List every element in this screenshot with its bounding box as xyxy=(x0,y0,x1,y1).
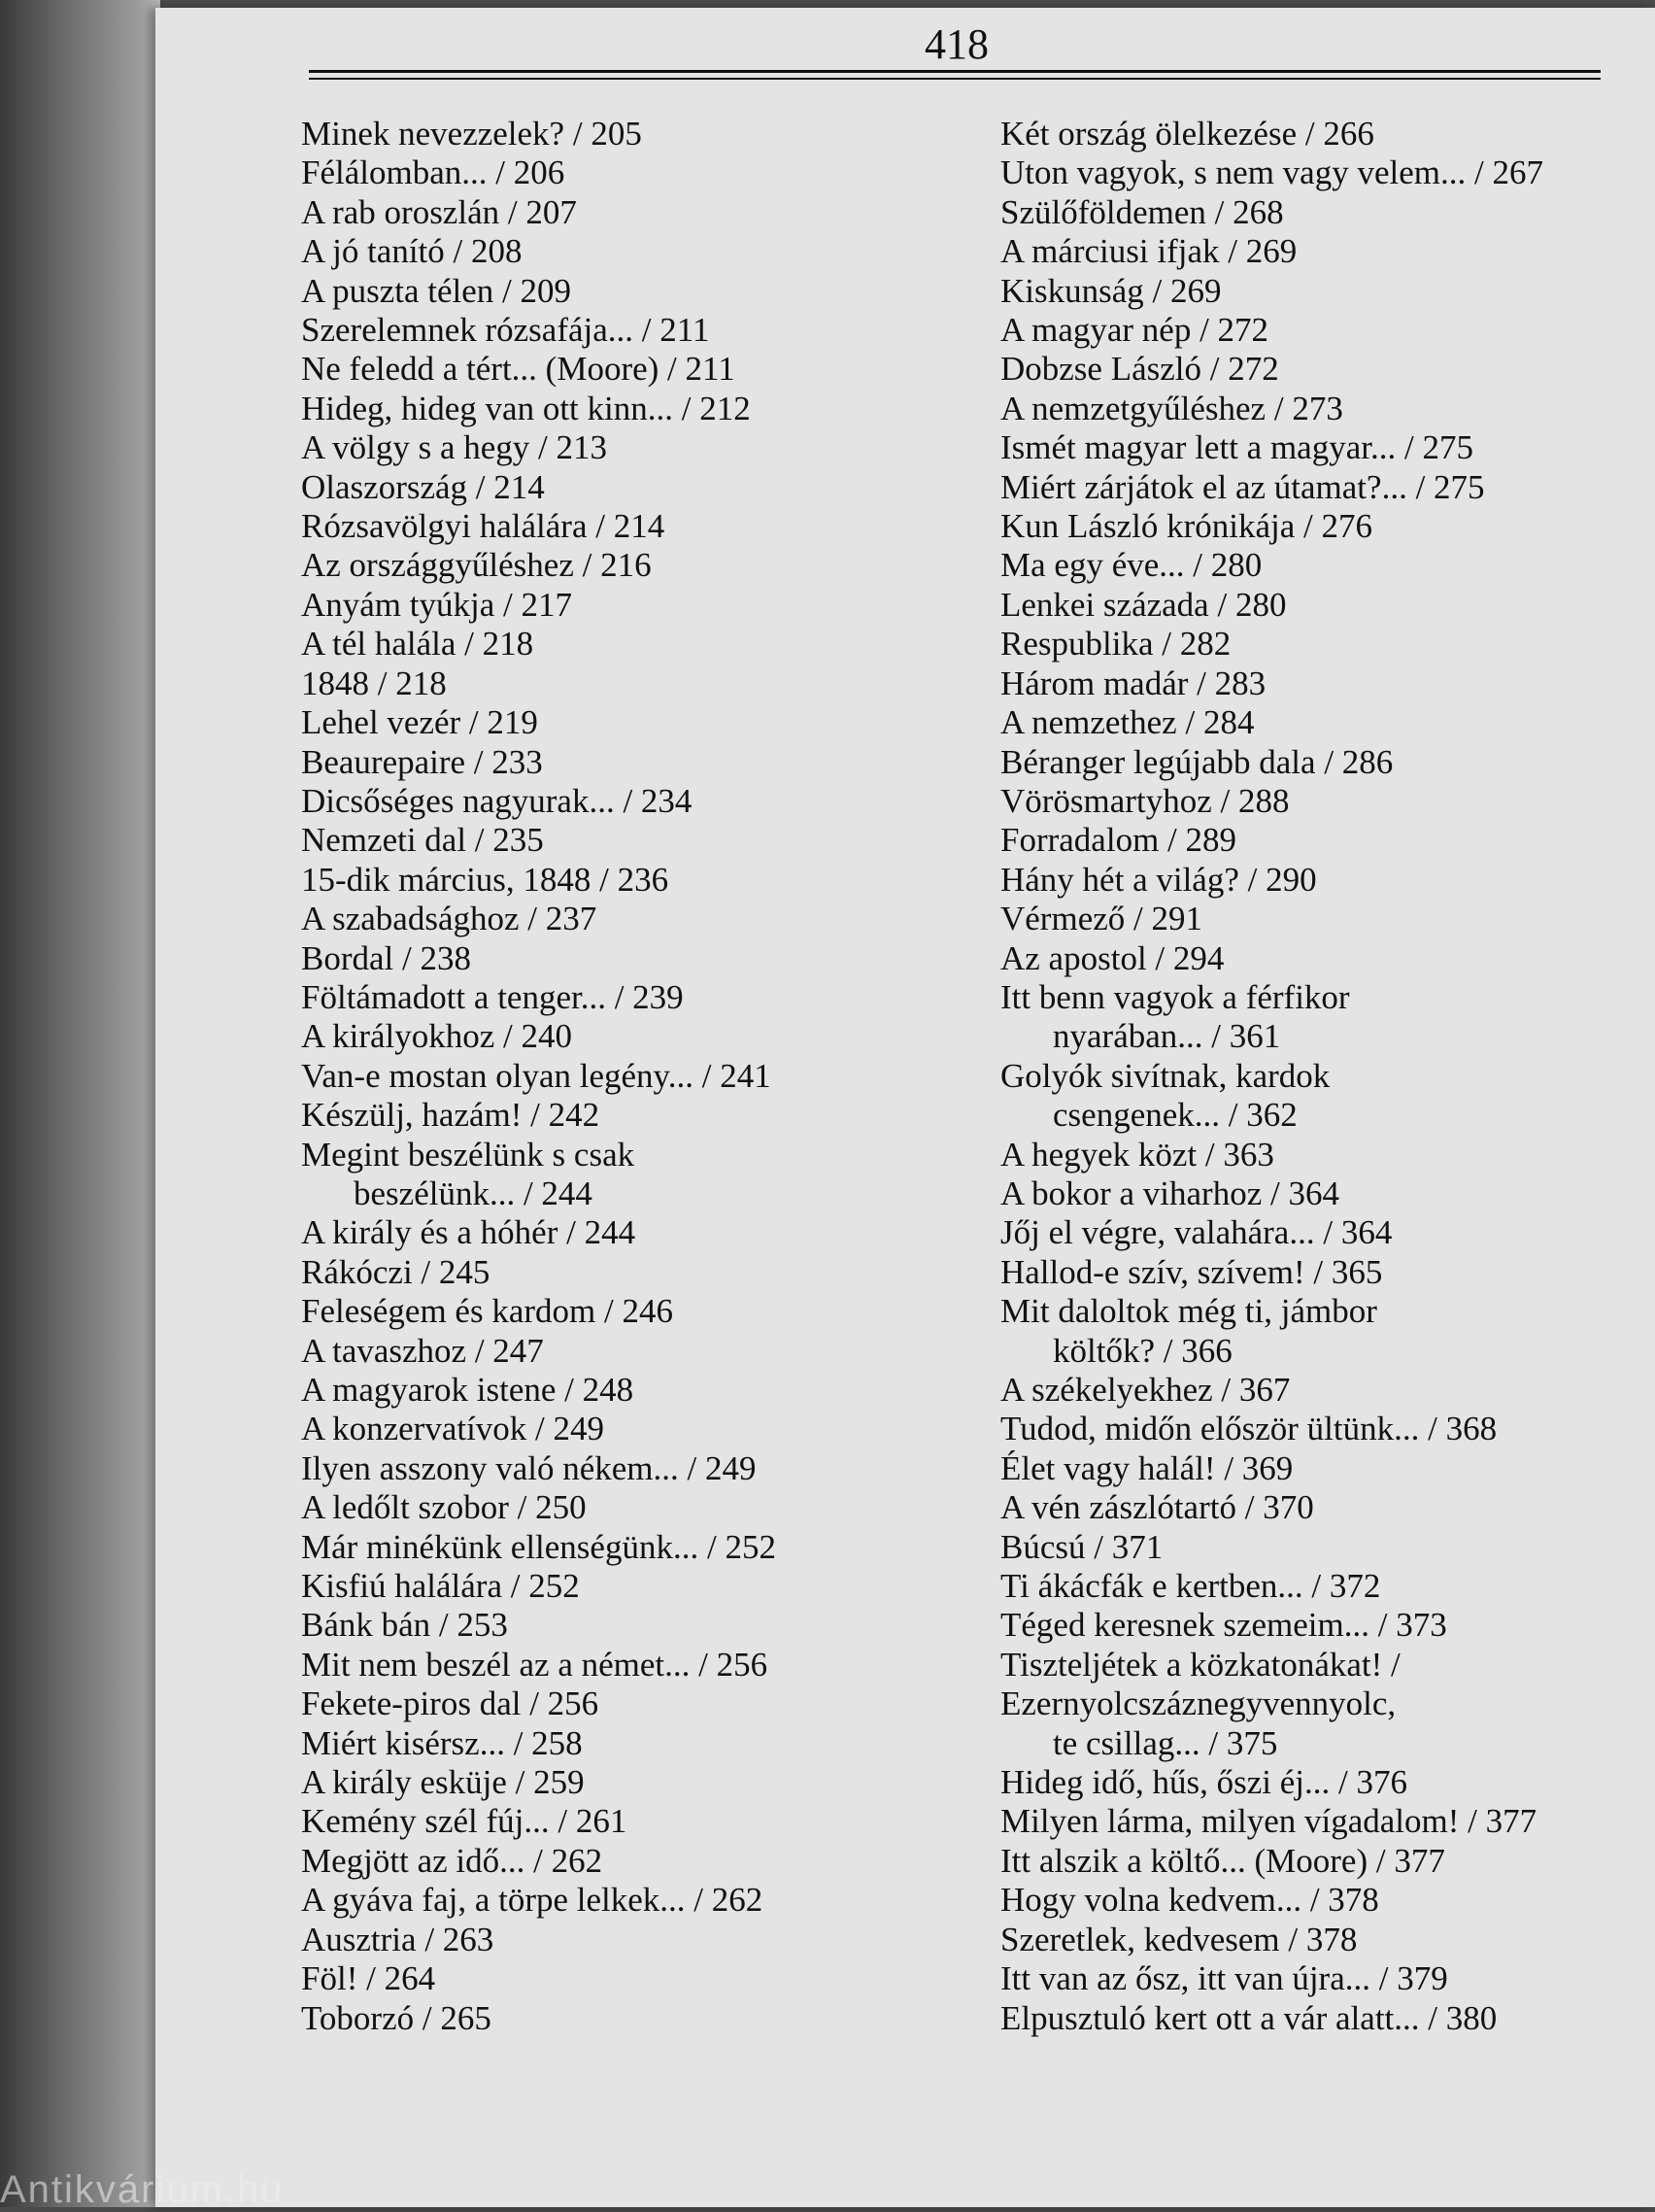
toc-entry: Mit daloltok még ti, jámbor xyxy=(1000,1292,1377,1331)
toc-entry: Szülőföldemen / 268 xyxy=(1000,192,1284,231)
toc-entry: A tavaszhoz / 247 xyxy=(301,1331,544,1370)
toc-entry: Beaurepaire / 233 xyxy=(301,742,543,781)
toc-entry: Hány hét a világ? / 290 xyxy=(1000,860,1317,899)
toc-entry: A hegyek közt / 363 xyxy=(1000,1135,1274,1174)
toc-entry: Kisfiú halálára / 252 xyxy=(301,1567,580,1606)
toc-entry: Béranger legújabb dala / 286 xyxy=(1000,742,1394,781)
toc-entry: Hideg, hideg van ott kinn... / 212 xyxy=(301,389,751,427)
toc-entry: Toborzó / 265 xyxy=(301,1998,491,2037)
toc-entry: Hogy volna kedvem... / 378 xyxy=(1000,1881,1379,1920)
toc-entry: 1848 / 218 xyxy=(301,664,447,702)
toc-entry: A jó tanító / 208 xyxy=(301,232,523,271)
header-rule-thin xyxy=(309,78,1601,80)
toc-entry: A völgy s a hegy / 213 xyxy=(301,428,607,467)
toc-entry: Kiskunság / 269 xyxy=(1000,271,1222,310)
toc-entry: 15-dik március, 1848 / 236 xyxy=(301,860,669,899)
toc-entry: Hallod-e szív, szívem! / 365 xyxy=(1000,1252,1383,1291)
toc-entry: Lenkei százada / 280 xyxy=(1000,585,1287,624)
toc-entry: Hideg idő, hűs, őszi éj... / 376 xyxy=(1000,1763,1407,1802)
toc-entry: A magyar nép / 272 xyxy=(1000,311,1269,350)
toc-entry: Az országgyűléshez / 216 xyxy=(301,546,652,585)
toc-entry: Ismét magyar lett a magyar... / 275 xyxy=(1000,428,1473,467)
toc-entry: Rózsavölgyi halálára / 214 xyxy=(301,507,665,546)
toc-entry: Ezernyolcszáznegyvennyolc, xyxy=(1000,1685,1397,1723)
toc-column-right xyxy=(1000,115,1622,2038)
toc-entry: Élet vagy halál! / 369 xyxy=(1000,1448,1294,1487)
toc-entry: A király és a hóhér / 244 xyxy=(301,1213,636,1252)
toc-entry: Félálomban... / 206 xyxy=(301,153,565,192)
toc-entry: Elpusztuló kert ott a vár alatt... / 380 xyxy=(1000,1998,1498,2037)
toc-entry: A tél halála / 218 xyxy=(301,625,534,664)
toc-entry: A bokor a viharhoz / 364 xyxy=(1000,1174,1339,1212)
toc-entry: Vörösmartyhoz / 288 xyxy=(1000,781,1290,820)
watermark: Antikvárium.hu xyxy=(0,2168,285,2211)
toc-entry-continuation: költők? / 366 xyxy=(1053,1331,1233,1370)
toc-entry: A király esküje / 259 xyxy=(301,1763,585,1802)
toc-entry: Szerelemnek rózsafája... / 211 xyxy=(301,311,710,350)
toc-entry: Megint beszélünk s csak xyxy=(301,1135,635,1174)
toc-entry: Kun László krónikája / 276 xyxy=(1000,507,1372,546)
toc-entry: Ma egy éve... / 280 xyxy=(1000,546,1263,585)
toc-entry: Forradalom / 289 xyxy=(1000,821,1237,860)
toc-entry: Minek nevezzelek? / 205 xyxy=(301,115,642,153)
toc-entry: A nemzethez / 284 xyxy=(1000,703,1255,742)
toc-entry: Miért kisérsz... / 258 xyxy=(301,1723,583,1762)
toc-entry: Vérmező / 291 xyxy=(1000,900,1202,938)
toc-entry: Tiszteljétek a közkatonákat! / xyxy=(1000,1645,1401,1684)
toc-entry-continuation: beszélünk... / 244 xyxy=(354,1174,592,1212)
toc-entry: Téged keresnek szemeim... / 373 xyxy=(1000,1606,1447,1645)
toc-entry: Megjött az idő... / 262 xyxy=(301,1841,603,1880)
toc-entry: Jőj el végre, valahára... / 364 xyxy=(1000,1213,1393,1252)
toc-entry: A ledőlt szobor / 250 xyxy=(301,1488,587,1527)
toc-entry: Uton vagyok, s nem vagy velem... / 267 xyxy=(1000,153,1543,192)
toc-entry: Fekete-piros dal / 256 xyxy=(301,1685,599,1723)
toc-entry: Golyók sivítnak, kardok xyxy=(1000,1056,1331,1095)
toc-entry: Nemzeti dal / 235 xyxy=(301,821,544,860)
toc-entry: A magyarok istene / 248 xyxy=(301,1371,634,1409)
toc-entry: A konzervatívok / 249 xyxy=(301,1410,605,1448)
toc-entry: Ne feledd a tért... (Moore) / 211 xyxy=(301,350,735,389)
page-number: 418 xyxy=(925,20,989,68)
toc-entry: A gyáva faj, a törpe lelkek... / 262 xyxy=(301,1881,763,1920)
toc-entry: A székelyekhez / 367 xyxy=(1000,1371,1291,1409)
toc-entry: Itt van az ősz, itt van újra... / 379 xyxy=(1000,1959,1448,1998)
toc-entry: Milyen lárma, milyen vígadalom! / 377 xyxy=(1000,1802,1537,1841)
toc-entry: Feleségem és kardom / 246 xyxy=(301,1292,673,1331)
toc-entry: Itt benn vagyok a férfikor xyxy=(1000,977,1350,1016)
toc-entry: Két ország ölelkezése / 266 xyxy=(1000,115,1374,153)
toc-entry: Respublika / 282 xyxy=(1000,625,1232,664)
toc-entry: A nemzetgyűléshez / 273 xyxy=(1000,389,1343,427)
toc-entry: A puszta télen / 209 xyxy=(301,271,572,310)
toc-entry: Már minékünk ellenségünk... / 252 xyxy=(301,1527,776,1566)
toc-entry: Búcsú / 371 xyxy=(1000,1527,1164,1566)
toc-entry: A királyokhoz / 240 xyxy=(301,1017,572,1056)
toc-entry-continuation: nyarában... / 361 xyxy=(1053,1017,1281,1056)
toc-entry: Kemény szél fúj... / 261 xyxy=(301,1802,627,1841)
toc-entry-continuation: te csillag... / 375 xyxy=(1053,1723,1278,1762)
toc-entry: Föl! / 264 xyxy=(301,1959,436,1998)
toc-entry: Szeretlek, kedvesem / 378 xyxy=(1000,1920,1358,1958)
toc-entry: Miért zárjátok el az útamat?... / 275 xyxy=(1000,467,1485,506)
toc-entry: Tudod, midőn először ültünk... / 368 xyxy=(1000,1410,1498,1448)
toc-entry: Ausztria / 263 xyxy=(301,1920,494,1958)
toc-entry: Három madár / 283 xyxy=(1000,664,1267,702)
toc-entry: Bánk bán / 253 xyxy=(301,1606,508,1645)
toc-entry: A rab oroszlán / 207 xyxy=(301,192,577,231)
toc-entry-continuation: csengenek... / 362 xyxy=(1053,1096,1298,1135)
toc-entry: Készülj, hazám! / 242 xyxy=(301,1096,600,1135)
toc-column-left xyxy=(301,115,981,2038)
toc-entry: Mit nem beszél az a német... / 256 xyxy=(301,1645,768,1684)
toc-entry: Az apostol / 294 xyxy=(1000,938,1225,977)
toc-entry: Olaszország / 214 xyxy=(301,467,545,506)
toc-entry: Ilyen asszony való nékem... / 249 xyxy=(301,1448,757,1487)
toc-entry: Dobzse László / 272 xyxy=(1000,350,1279,389)
toc-entry: Dicsőséges nagyurak... / 234 xyxy=(301,781,692,820)
toc-entry: Anyám tyúkja / 217 xyxy=(301,585,572,624)
toc-entry: Lehel vezér / 219 xyxy=(301,703,538,742)
toc-entry: Ti ákácfák e kertben... / 372 xyxy=(1000,1567,1381,1606)
toc-entry: Bordal / 238 xyxy=(301,938,471,977)
toc-entry: A márciusi ifjak / 269 xyxy=(1000,232,1298,271)
toc-entry: A szabadsághoz / 237 xyxy=(301,900,597,938)
toc-entry: Föltámadott a tenger... / 239 xyxy=(301,977,684,1016)
toc-entry: Van-e mostan olyan legény... / 241 xyxy=(301,1056,771,1095)
header-rule-thick xyxy=(309,70,1601,73)
left-page-edge xyxy=(0,0,160,2207)
toc-entry: A vén zászlótartó / 370 xyxy=(1000,1488,1314,1527)
toc-entry: Rákóczi / 245 xyxy=(301,1252,490,1291)
toc-entry: Itt alszik a költő... (Moore) / 377 xyxy=(1000,1841,1445,1880)
